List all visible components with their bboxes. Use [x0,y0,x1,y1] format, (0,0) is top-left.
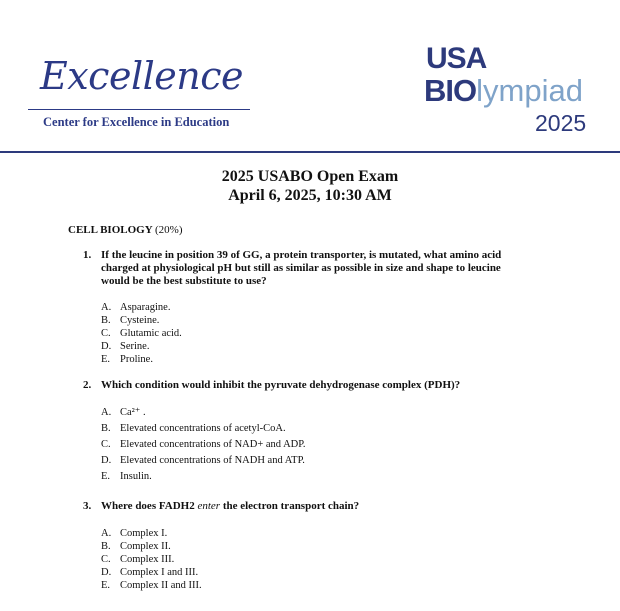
option-text: Elevated concentrations of NAD+ and ADP. [120,439,306,450]
question-text-line: would be the best substitute to use? [101,275,267,287]
option-letter: D. [101,455,112,466]
exam-date: April 6, 2025, 10:30 AM [228,187,392,204]
answer-option[interactable] [101,353,182,366]
option-text: Complex I. [120,528,168,539]
option-text: Ca²⁺ . [120,407,146,418]
usabo-logo-lympiad: lympiad [476,73,583,108]
usabo-logo-year: 2025 [535,110,587,136]
option-text: Proline. [120,354,153,365]
answer-option[interactable] [101,566,202,579]
section-weight: (20%) [155,224,183,236]
option-letter: E. [101,354,111,365]
question-number: 1. [83,249,92,261]
option-letter: A. [101,302,112,313]
question-number: 2. [83,379,92,391]
question-text-emphasis: enter [197,500,221,512]
logo-subtitle: Center for Excellence in Education [43,115,230,129]
option-letter: D. [101,567,112,578]
option-text: Complex I and III. [120,567,199,578]
section-heading [68,224,183,236]
answer-options [101,527,202,592]
option-letter: D. [101,341,112,352]
answer-option[interactable] [101,527,202,540]
option-letter: E. [101,580,111,591]
question-text-part: Where does FADH2 [101,500,198,512]
question-text-line: If the leucine in position 39 of GG, a protein transporter, is mutated, what amino acid [101,249,502,261]
answer-option[interactable] [101,540,202,553]
excellence-logo: Excellence [40,54,243,98]
option-letter: C. [101,439,111,450]
question-text-part: the electron transport chain? [220,500,360,512]
option-letter: E. [101,471,111,482]
answer-option[interactable] [101,553,202,566]
option-letter: B. [101,541,111,552]
exam-title: 2025 USABO Open Exam [221,168,399,185]
answer-option[interactable] [101,327,182,340]
answer-option[interactable] [101,314,182,327]
answer-option[interactable] [101,301,182,314]
option-letter: C. [101,554,111,565]
option-letter: B. [101,315,111,326]
option-text: Complex II and III. [120,580,202,591]
option-text: Elevated concentrations of NADH and ATP. [120,455,305,466]
question-text: Which condition would inhibit the pyruvate dehydrogenase complex (PDH)? [101,379,461,391]
answer-options [101,406,306,483]
question-number: 3. [83,500,92,512]
answer-option[interactable] [101,340,182,353]
option-text: Complex III. [120,554,175,565]
usabo-logo-usa: USA [426,42,487,75]
answer-option[interactable] [101,406,306,419]
question-text [101,249,531,288]
question-text-line: charged at physiological pH but still as similar as possible in size and shape to leucine [101,262,501,274]
answer-options [101,301,182,366]
option-letter: A. [101,407,112,418]
option-text: Asparagine. [120,302,171,313]
option-text: Serine. [120,341,150,352]
section-name: CELL BIOLOGY [68,224,153,236]
option-text: Glutamic acid. [120,328,182,339]
usabo-logo-bio: BIO [424,73,477,108]
usabo-logo-biolympiad [424,75,583,106]
answer-option[interactable] [101,454,306,467]
option-text: Insulin. [120,471,152,482]
option-letter: A. [101,528,112,539]
option-text: Elevated concentrations of acetyl-CoA. [120,423,286,434]
logo-divider [28,109,250,110]
answer-option[interactable] [101,438,306,451]
answer-option[interactable] [101,470,306,483]
option-letter: B. [101,423,111,434]
option-text: Complex II. [120,541,171,552]
question-text [101,500,531,513]
header-divider [0,151,620,153]
answer-option[interactable] [101,422,306,435]
option-letter: C. [101,328,111,339]
answer-option[interactable] [101,579,202,592]
option-text: Cysteine. [120,315,160,326]
